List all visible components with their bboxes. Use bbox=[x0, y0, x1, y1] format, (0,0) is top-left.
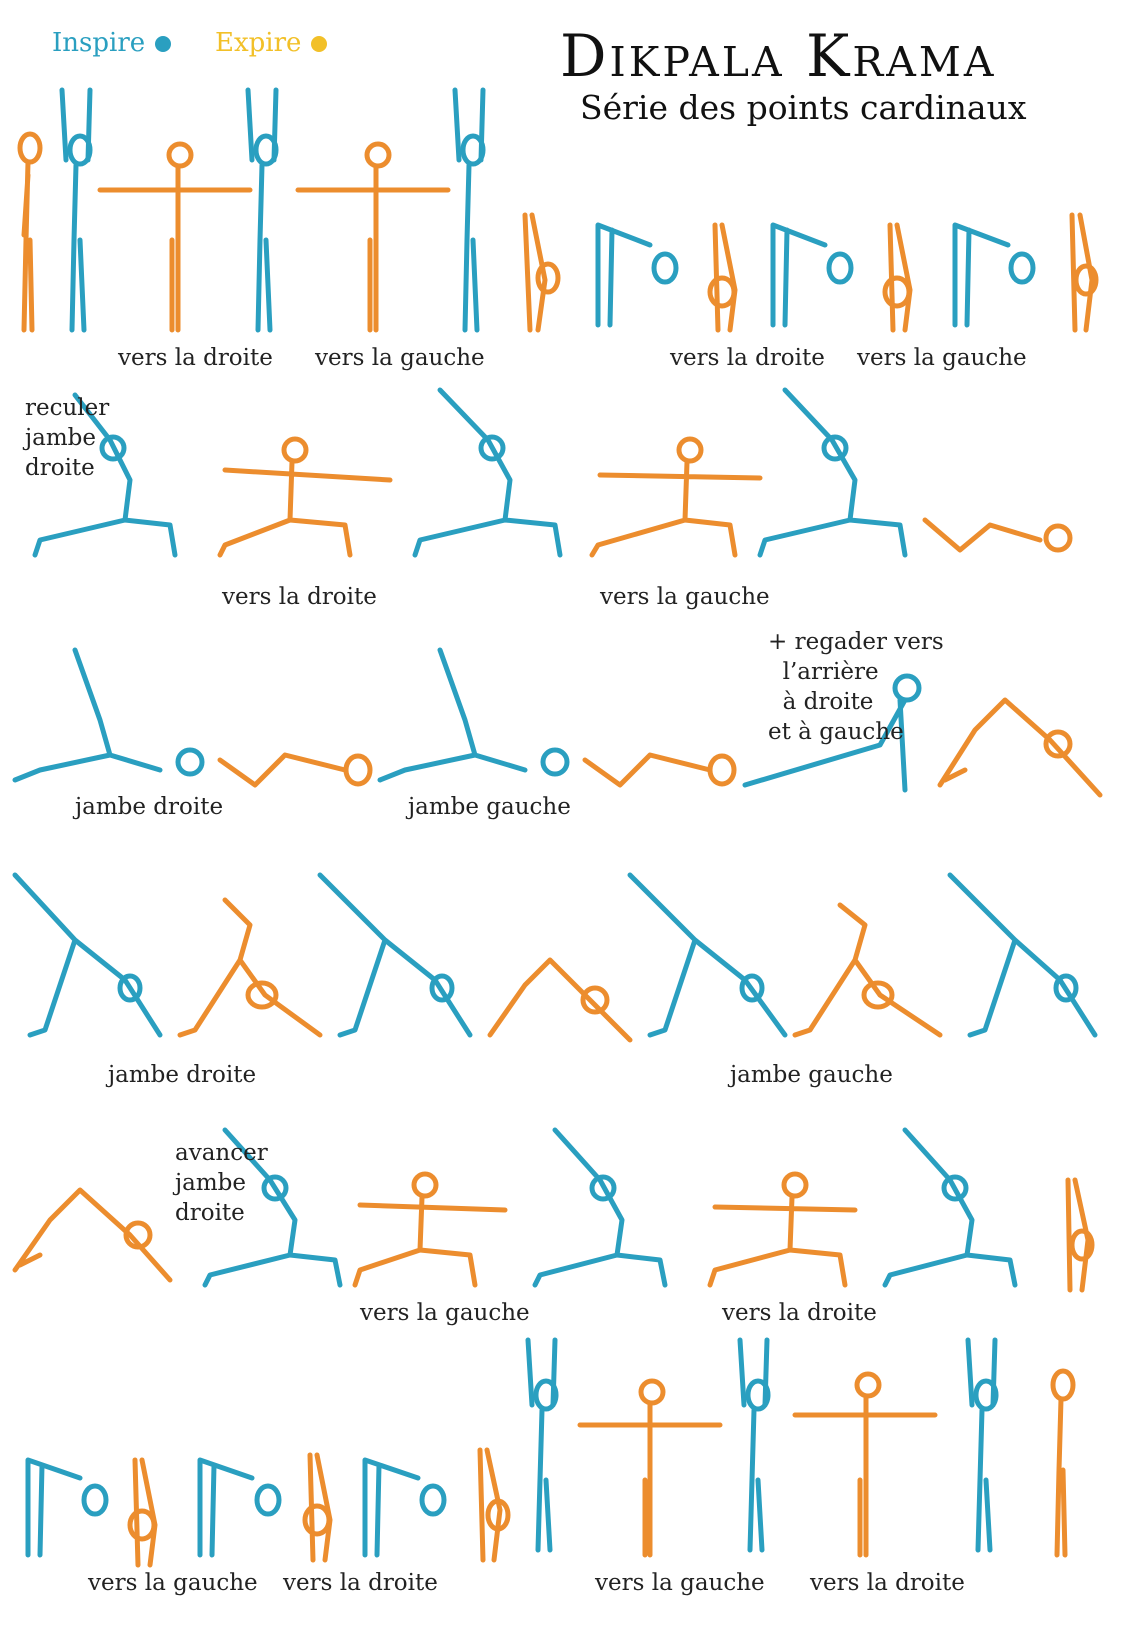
caption-row6-4: vers la droite bbox=[810, 1570, 965, 1596]
pose-arms-up-icon bbox=[528, 1340, 556, 1550]
pose-arms-out-icon bbox=[580, 1381, 720, 1555]
pose-arms-up-icon bbox=[455, 90, 483, 330]
legend-inhale-label: Inspire bbox=[52, 28, 146, 58]
caption-row1-3: vers la droite bbox=[670, 345, 825, 371]
caption-row2-2: vers la droite bbox=[222, 584, 377, 610]
pose-lunge-arms-up-icon bbox=[415, 390, 560, 555]
pose-arms-out-icon bbox=[298, 144, 448, 330]
pose-down-dog-leg-up-icon bbox=[630, 875, 785, 1035]
row2-figures bbox=[35, 390, 1070, 555]
row6-figures bbox=[28, 1340, 1073, 1565]
row4-figures bbox=[15, 875, 1095, 1040]
caption-row4-2: jambe gauche bbox=[730, 1062, 893, 1088]
caption-row2-3: vers la gauche bbox=[600, 584, 770, 610]
pose-knee-to-chest-icon bbox=[180, 900, 320, 1035]
pose-warrior2-icon bbox=[220, 439, 390, 555]
pose-standing-icon bbox=[20, 134, 40, 330]
caption-row3-2: jambe gauche bbox=[408, 794, 571, 820]
pose-forward-fold-icon bbox=[885, 225, 910, 330]
pose-chaturanga-icon bbox=[585, 755, 734, 785]
pose-lunge-arms-up-icon bbox=[760, 390, 905, 555]
pose-downward-dog-icon bbox=[490, 960, 630, 1040]
pose-arms-up-icon bbox=[968, 1340, 996, 1550]
pose-downward-dog-icon bbox=[940, 700, 1100, 795]
caption-row4-1: jambe droite bbox=[108, 1062, 257, 1088]
pose-forward-fold-icon bbox=[525, 215, 558, 330]
pose-down-dog-leg-up-icon bbox=[950, 875, 1095, 1035]
page-subtitle: Série des points cardinaux bbox=[580, 88, 1027, 127]
pose-arms-up-icon bbox=[62, 90, 90, 330]
pose-forward-fold-icon bbox=[305, 1455, 330, 1560]
legend-exhale-label: Expire bbox=[215, 28, 302, 58]
caption-row1-2: vers la gauche bbox=[315, 345, 485, 371]
pose-chaturanga-icon bbox=[925, 520, 1070, 550]
caption-row1-1: vers la droite bbox=[118, 345, 273, 371]
pose-standing-icon bbox=[1053, 1371, 1073, 1555]
caption-row1-4: vers la gauche bbox=[857, 345, 1027, 371]
page-title: Dikpala Krama bbox=[560, 22, 997, 90]
pose-half-lift-icon bbox=[365, 1460, 444, 1555]
pose-lying-leg-up-icon bbox=[380, 650, 567, 780]
caption-row5-2: vers la gauche bbox=[360, 1300, 530, 1326]
pose-warrior2-icon bbox=[355, 1174, 505, 1285]
pose-half-lift-icon bbox=[773, 225, 851, 325]
pose-warrior2-icon bbox=[592, 439, 760, 555]
pose-knee-to-chest-icon bbox=[795, 905, 940, 1035]
caption-row2-step-back: reculer jambe droite bbox=[25, 395, 110, 481]
pose-half-lift-icon bbox=[200, 1460, 279, 1555]
pose-half-lift-icon bbox=[598, 225, 676, 325]
pose-arms-out-icon bbox=[795, 1374, 935, 1555]
caption-row6-2: vers la droite bbox=[283, 1570, 438, 1596]
pose-lunge-arms-up-icon bbox=[885, 1130, 1015, 1285]
pose-lying-leg-up-icon bbox=[15, 650, 202, 780]
pose-down-dog-leg-up-icon bbox=[15, 875, 160, 1035]
pose-half-lift-icon bbox=[955, 225, 1033, 325]
pose-warrior2-icon bbox=[710, 1174, 855, 1285]
caption-row5-step-forward: avancer jambe droite bbox=[175, 1140, 268, 1226]
pose-arms-out-icon bbox=[100, 144, 250, 330]
pose-forward-fold-icon bbox=[130, 1460, 155, 1565]
pose-down-dog-leg-up-icon bbox=[320, 875, 470, 1035]
pose-downward-dog-icon bbox=[15, 1190, 170, 1280]
pose-forward-fold-icon bbox=[480, 1450, 508, 1560]
row1-figures bbox=[20, 90, 1096, 330]
pose-forward-fold-icon bbox=[1068, 1180, 1092, 1290]
caption-row5-3: vers la droite bbox=[722, 1300, 877, 1326]
caption-row6-1: vers la gauche bbox=[88, 1570, 258, 1596]
pose-lunge-arms-up-icon bbox=[535, 1130, 665, 1285]
pose-forward-fold-icon bbox=[710, 225, 735, 330]
caption-row3-1: jambe droite bbox=[75, 794, 224, 820]
pose-arms-up-icon bbox=[740, 1340, 768, 1550]
pose-arms-up-icon bbox=[248, 90, 276, 330]
caption-row3-look-back: + regader vers l’arrière à droite et à gauche bbox=[768, 629, 944, 745]
pose-chaturanga-icon bbox=[220, 755, 370, 785]
caption-row6-3: vers la gauche bbox=[595, 1570, 765, 1596]
pose-forward-fold-icon bbox=[1072, 215, 1096, 330]
pose-half-lift-icon bbox=[28, 1460, 106, 1555]
